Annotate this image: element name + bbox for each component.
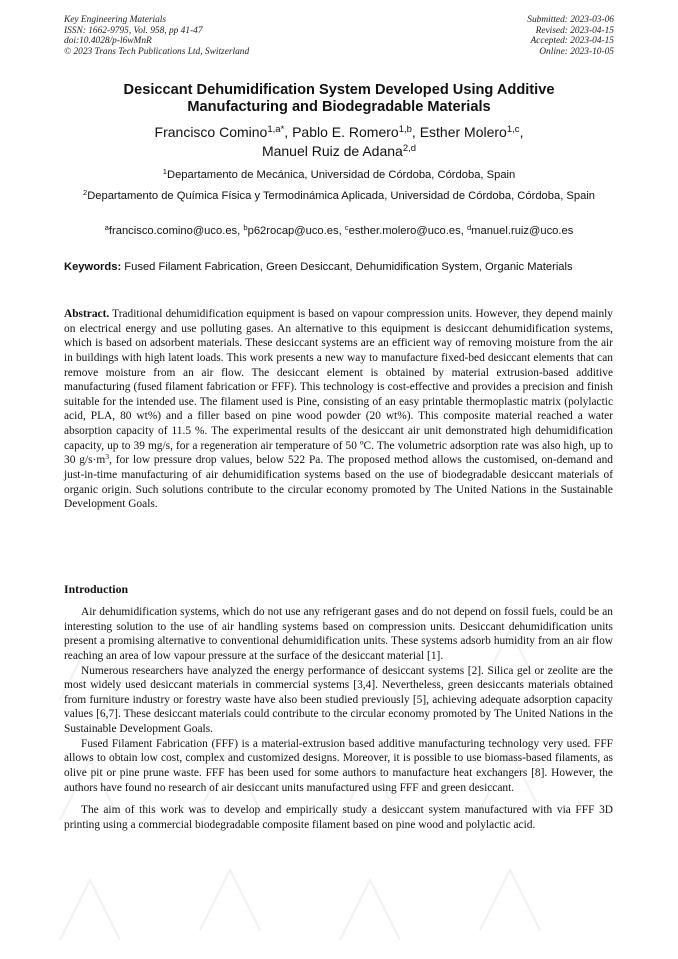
- keywords-text: Fused Filament Fabrication, Green Desiccant, Dehumidification System, Organic Materials: [121, 261, 573, 273]
- author-2-affiliation: 1,b: [398, 123, 412, 135]
- author-2: Pablo E. Romero: [292, 124, 399, 140]
- issn: ISSN: 1662-9795, Vol. 958, pp 41-47: [64, 25, 203, 36]
- keywords: [64, 260, 614, 275]
- intro-paragraph-1: Air dehumidification systems, which do not use any refrigerant gases and do not depend on fossil fuels, could be an interesting solution to the use of air handling systems based on compression units. Desiccant dehumidification units present a promising alternative to conventional dehumidification units. These systems adsorb humidity from an air flow reaching an area of low vapour pressure at the surface of the desiccant material [1].: [64, 606, 613, 662]
- doi: doi:10.4028/p-l6wMnR: [64, 36, 152, 47]
- affiliation-1-number: 1: [162, 166, 167, 176]
- abstract-superscript: 3: [105, 452, 110, 461]
- publication-info: [64, 15, 249, 57]
- online-date: Online: 2023-10-05: [539, 46, 614, 57]
- email-d[interactable]: manuel.ruiz@uco.es: [471, 225, 574, 237]
- accepted-date: Accepted: 2023-04-15: [530, 36, 614, 47]
- submitted-date: Submitted: 2023-03-06: [527, 15, 614, 25]
- author-list: Francisco Comino$^{1,a*}$, Pablo E. Romero$^{1,b}$, Esther Molero$^{1,c}$, Manuel Ruiz de Adana$^{2,d}$: [154, 123, 524, 159]
- title-line-1: Desiccant Dehumidification System Developed Using Additive: [123, 82, 555, 98]
- email-c[interactable]: esther.molero@uco.es,: [348, 225, 467, 237]
- revised-date: Revised: 2023-04-15: [535, 25, 614, 36]
- affiliation-1: [64, 168, 614, 183]
- email-a[interactable]: francisco.comino@uco.es,: [108, 225, 244, 237]
- publication-dates: [527, 15, 614, 57]
- email-d-marker: d: [466, 222, 472, 232]
- copyright: © 2023 Trans Tech Publications Ltd, Switzerland: [64, 46, 250, 57]
- title-line-2: Manufacturing and Biodegradable Materials: [187, 99, 491, 115]
- email-b-marker: b: [243, 222, 248, 232]
- affiliation-1-text: Departamento de Mecánica, Universidad de Córdoba, Córdoba, Spain: [166, 169, 516, 181]
- paper-title: [64, 82, 614, 116]
- author-emails: [64, 224, 614, 239]
- email-b[interactable]: p62rocap@uco.es,: [247, 225, 345, 237]
- email-c-marker: c: [344, 222, 349, 232]
- author-1: Francisco Comino: [154, 124, 268, 140]
- introduction-heading: Introduction: [64, 582, 129, 596]
- abstract: [64, 307, 613, 512]
- intro-paragraph-3: Fused Filament Fabrication (FFF) is a material-extrusion based additive manufacturing technology very used. FFF allows to obtain low cost, complex and customized designs. Moreover, it is possible to use biomass-based filaments, as olive pit or pine prune waste. FFF has been used for some authors to manufacture heat exchangers [8]. However, the authors have found no research of air desiccant units manufactured using FFF and green desiccant.: [64, 737, 613, 794]
- author-1-affiliation: 1,a*: [267, 123, 285, 135]
- author-4: Manuel Ruiz de Adana: [261, 143, 403, 159]
- abstract-text-2: , for low pressure drop values, below 522 Pa. The proposed method allows the customised, on-demand and just-in-time manufacturing of air dehumidification systems based on the use of biodegradable desiccant materials of organic origin. Such solutions contribute to the circular economy promoted by The United Nations in the Sustainable Development Goals.: [64, 454, 614, 511]
- affiliation-2-number: 2: [82, 187, 88, 197]
- intro-paragraph-4: The aim of this work was to develop and empirically study a desiccant system manufactured with via FFF 3D printing using a commercial biodegradable composite filament based on pine wood and polylactic acid.: [64, 804, 613, 831]
- introduction-body: [64, 605, 613, 832]
- keywords-label: Keywords:: [64, 261, 122, 273]
- author-4-affiliation: 2,d: [402, 142, 417, 154]
- abstract-text-1: Traditional dehumidification equipment is based on vapour compression units. However, they depend mainly on electrical energy and use polluting gases. An alternative to this equipment is desiccant dehumidification systems, which is based on adsorbent materials. These desiccant systems are an efficient way of removing moisture from the air in buildings with high latent loads. This work presents a new way to manufacture fixed-bed desiccant elements that can remove moisture from an air flow. The desiccant element is obtained by material extrusion-based additive manufacturing (fused filament fabrication or FFF). This technology is cost-effective and provides a precision and finish suitable for the intended use. The filament used is Pine, consisting of an easy printable thermoplastic matrix (polylactic acid, PLA, 80 wt%) and a filler based on pine wood powder (20 wt%). This composite material reached a water absorption capacity of 11.5 %. The experimental results of the desiccant air unit demonstrated high dehumidification capacity, up to 39 mg/s, for a regeneration air temperature of 50 ºC. The volumetric adsorption rate was also high, up to 30 g/s·m: [64, 308, 613, 467]
- intro-paragraph-2: Numerous researchers have analyzed the energy performance of desiccant systems [2]. Silica gel or zeolite are the most widely used desiccant materials in commercial systems [3,4]. Nevertheless, green desiccants materials obtained from furniture industry or forestry waste have also been studied previously [5], achieving adequate adsorption capacity values [6,7]. These desiccant materials could contribute to the circular economy promoted by The United Nations in the Sustainable Development Goals.: [64, 664, 613, 735]
- email-a-marker: a: [104, 222, 109, 232]
- abstract-label: Abstract.: [64, 308, 110, 320]
- author-3: Esther Molero: [419, 124, 507, 140]
- journal-name: Key Engineering Materials: [64, 15, 167, 25]
- affiliation-2: [64, 189, 614, 204]
- affiliation-2-text: Departamento de Química Física y Termodinámica Aplicada, Universidad de Córdoba, Córdoba, Spain: [87, 190, 596, 202]
- author-3-affiliation: 1,c: [506, 123, 520, 135]
